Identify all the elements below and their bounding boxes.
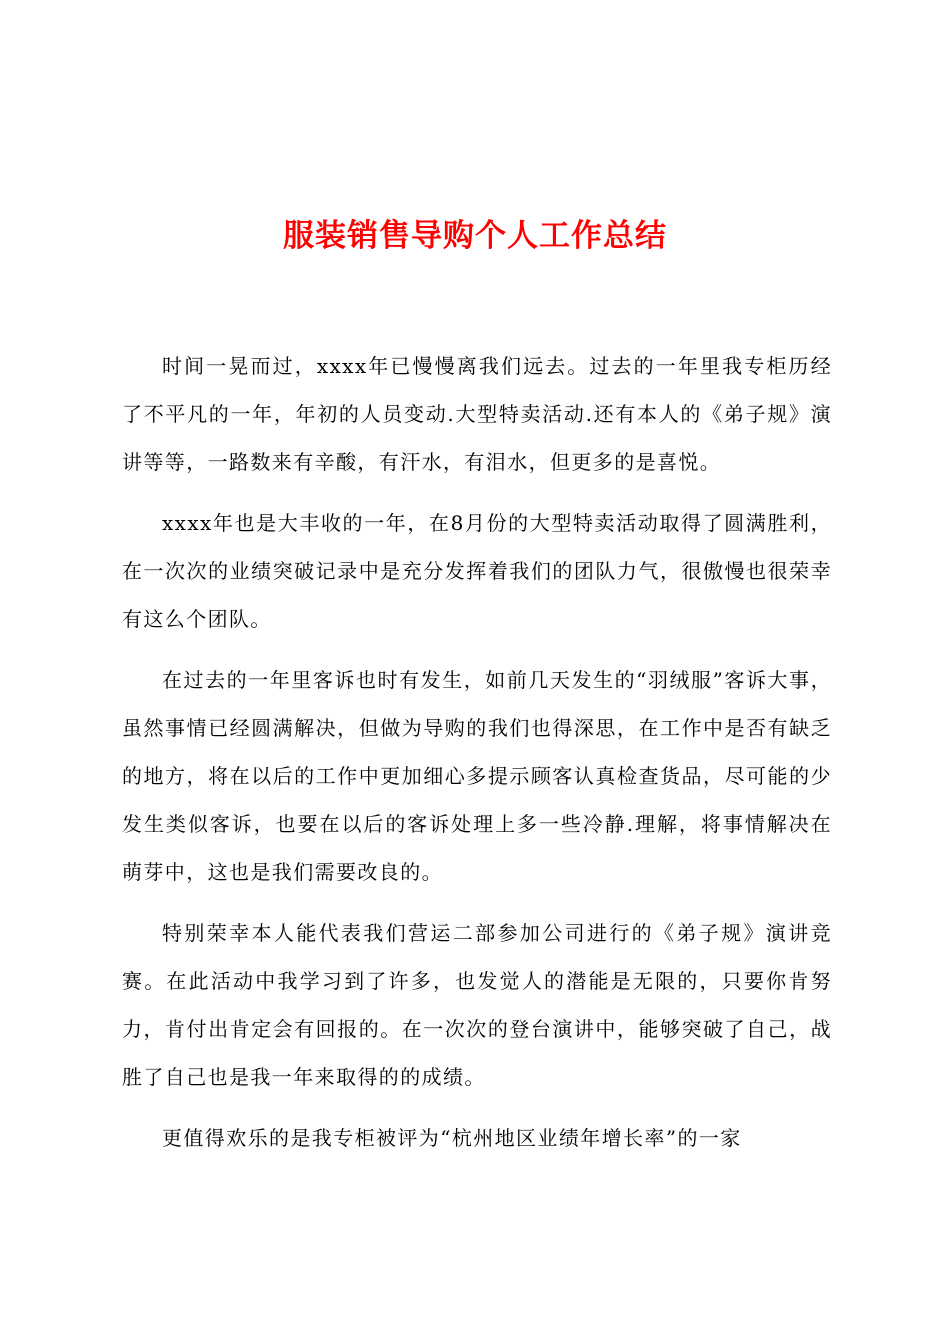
document-title: 服装销售导购个人工作总结 [283,218,667,254]
paragraph-4: 特别荣幸本人能代表我们营运二部参加公司进行的《弟子规》演讲竞赛。在此活动中我学习到了许多，也发觉人的潜能是无限的，只要你肯努力，肯付出肯定会有回报的。在一次次的登台演讲中，能够突破了自己，战胜了自己也是我一年来取得的的成绩。 [122,921,832,1089]
paragraph-2: xxxx年也是大丰收的一年，在8月份的大型特卖活动取得了圆满胜利，在一次次的业绩突破记录中是充分发挥着我们的团队力气，很傲慢也很荣幸有这么个团队。 [122,511,832,631]
paragraph-3: 在过去的一年里客诉也时有发生，如前几天发生的“羽绒服”客诉大事，虽然事情已经圆满解决，但做为导购的我们也得深思，在工作中是否有缺乏的地方，将在以后的工作中更加细心多提示顾客认真检查货品，尽可能的少发生类似客诉，也要在以后的客诉处理上多一些冷静.理解，将事情解决在萌芽中，这也是我们需要改良的。 [122,668,832,884]
paragraph-5: 更值得欢乐的是我专柜被评为“杭州地区业绩年增长率”的一家 [162,1126,742,1150]
paragraph-1: 时间一晃而过，xxxx年已慢慢离我们远去。过去的一年里我专柜历经了不平凡的一年，年初的人员变动.大型特卖活动.还有本人的《弟子规》演讲等等，一路数来有辛酸，有汗水，有泪水，但更多的是喜悦。 [122,354,832,474]
document-body [122,342,832,1175]
